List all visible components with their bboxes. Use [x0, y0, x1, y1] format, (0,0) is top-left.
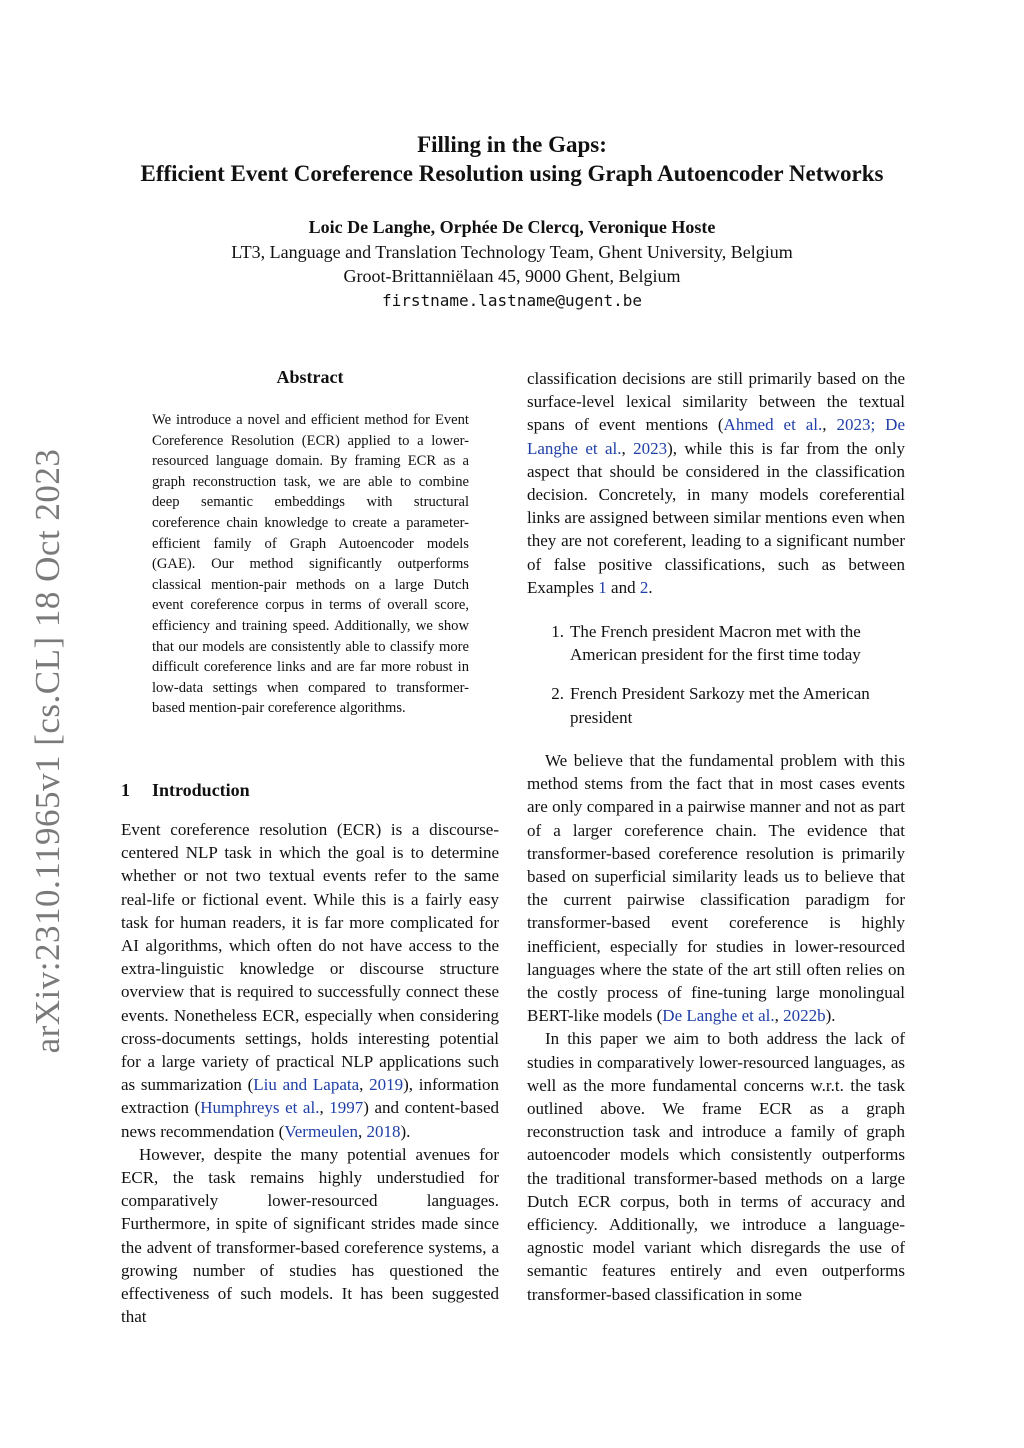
- citation-link[interactable]: Vermeulen: [284, 1121, 358, 1141]
- section-title: Introduction: [152, 780, 250, 800]
- paragraph-text: ), information extraction (: [121, 1075, 499, 1118]
- citation-link[interactable]: De Langhe et al.: [662, 1006, 775, 1026]
- paragraph-text: classification decisions are still primarily based on the surface-level lexical similarity between the textual spans of event mentions (: [527, 369, 905, 435]
- intro-paragraph-2: However, despite the many potential avenues for ECR, the task remains highly understudied for comparatively lower-resourced languages. Furthermore, in spite of significant strides made since the advent of transformer-based coreference systems, a growing number of studies has questioned the effectiveness of such models. It has been suggested that: [121, 1144, 499, 1327]
- paragraph-text: ) and content-based news recommendation (: [121, 1098, 499, 1141]
- citation-year-link[interactable]: 2019: [369, 1075, 404, 1095]
- paper-title-line1: Filling in the Gaps:: [417, 132, 607, 157]
- citation-separator: ,: [621, 438, 634, 458]
- example-text: French President Sarkozy met the American president: [570, 684, 870, 727]
- citation-separator: ,: [359, 1075, 370, 1095]
- section-number: 1: [121, 780, 130, 800]
- paragraph-text: and: [606, 577, 640, 597]
- example-item: [527, 682, 905, 728]
- citation-separator: ,: [822, 415, 837, 435]
- citation-separator: ,: [319, 1098, 330, 1118]
- citation-year-link[interactable]: 2022b: [783, 1006, 826, 1026]
- citation-link[interactable]: Humphreys et al.: [200, 1098, 320, 1118]
- abstract-heading: Abstract: [276, 367, 344, 387]
- example-text: The French president Macron met with the American president for the first time today: [570, 622, 861, 665]
- citation-separator: ,: [774, 1006, 784, 1026]
- abstract-text: We introduce a novel and efficient method for Event Coreference Resolution (ECR) applied to a lower-resourced language domain. By framing ECR as a graph reconstruction task, we are able to combine deep semantic embeddings with structural coreference chain knowledge to create a parameter-efficient family of Graph Autoencoder models (GAE). Our method significantly outperforms classical mention-pair methods on a large Dutch event coreference corpus in terms of overall score, efficiency and training speed. Additionally, we show that our models are consistently able to classify more difficult coreference links and are far more robust in low-data settings when compared to transformer-based mention-pair coreference algorithms.: [152, 412, 469, 717]
- paragraph-text: .: [648, 577, 653, 597]
- left-column-body: [121, 818, 499, 1328]
- paper-title-line2: Efficient Event Coreference Resolution using Graph Autoencoder Networks: [140, 161, 884, 186]
- intro-paragraph-2-continued: [527, 367, 905, 599]
- example-item: [527, 620, 905, 666]
- paragraph-text: ), while this is far from the only aspect that should be considered in the classification decision. Concretely, in many models coreferential links are assigned between similar mentions even when they are not coreferent, leading to a significant number of false positive classifications, such as between Examples: [527, 438, 906, 597]
- citation-link[interactable]: De Langhe et al.: [527, 415, 905, 458]
- citation-year-link[interactable]: 1997: [329, 1098, 364, 1118]
- citation-link[interactable]: Ahmed et al.: [723, 415, 823, 435]
- citation-year-link[interactable]: 2023: [633, 438, 668, 458]
- citation-separator: ;: [870, 415, 886, 435]
- intro-paragraph-1: [121, 818, 499, 1143]
- author-list: Loic De Langhe, Orphée De Clercq, Veronique Hoste: [308, 217, 716, 237]
- paragraph-text: ).: [825, 1006, 836, 1026]
- right-column-bottom: [527, 749, 905, 1306]
- citation-separator: ,: [357, 1121, 367, 1141]
- example-list: [527, 620, 905, 729]
- citation-year-link[interactable]: 2018: [366, 1121, 401, 1141]
- citation-link[interactable]: Liu and Lapata: [253, 1075, 360, 1095]
- example-link[interactable]: 1: [598, 577, 607, 597]
- example-number: 1.: [551, 622, 564, 641]
- example-link[interactable]: 2: [639, 577, 649, 597]
- paragraph-text: We believe that the fundamental problem with this method stems from the fact that in most cases events are only compared in a pairwise manner and not as part of a larger coreference chain. The evidence that transformer-based coreference resolution is primarily based on superficial similarity leads us to believe that the current pairwise classification paradigm for transformer-based event coreference is highly inefficient, especially for studies in lower-resourced languages where the state of the art still often relies on the costly process of fine-tuning large monolingual BERT-like models (: [527, 751, 905, 1026]
- intro-paragraph-4: In this paper we aim to both address the lack of studies in comparatively lower-resourced languages, as well as the more fundamental concerns w.r.t. the task outlined above. We frame ECR as a graph reconstruction task and introduce a family of graph autoencoder models which consistently outperforms the traditional transformer-based methods on a large Dutch ECR corpus, both in terms of accuracy and efficiency. Additionally, we introduce a language-agnostic model variant which disregards the use of semantic features entirely and even outperforms transformer-based classification in some: [527, 1029, 905, 1304]
- arxiv-identifier: arXiv:2310.11965v1 [cs.CL] 18 Oct 2023: [28, 448, 67, 1054]
- paragraph-text: Event coreference resolution (ECR) is a discourse-centered NLP task in which the goal is to determine whether or not two textual events refer to the same real-life or fictional event. While this is a fairly easy task for human readers, it is far more complicated for AI algorithms, which often do not have access to the extra-linguistic knowledge or discourse structure overview that is required to successfully connect these events. Nonetheless ECR, especially when considering cross-documents settings, holds interesting potential for a large variety of practical NLP applications such as summarization (: [121, 820, 499, 1095]
- example-number: 2.: [551, 684, 564, 704]
- intro-paragraph-3: [527, 749, 905, 1027]
- citation-year-link[interactable]: 2023: [836, 415, 871, 435]
- paragraph-text: ).: [400, 1121, 411, 1141]
- right-column-top: [527, 367, 905, 599]
- affiliation-line1: LT3, Language and Translation Technology Team, Ghent University, Belgium: [231, 242, 793, 262]
- section-heading-introduction: [121, 780, 250, 801]
- affiliation-line2: Groot-Brittanniëlaan 45, 9000 Ghent, Belgium: [343, 266, 681, 286]
- author-email: firstname.lastname@ugent.be: [381, 291, 643, 310]
